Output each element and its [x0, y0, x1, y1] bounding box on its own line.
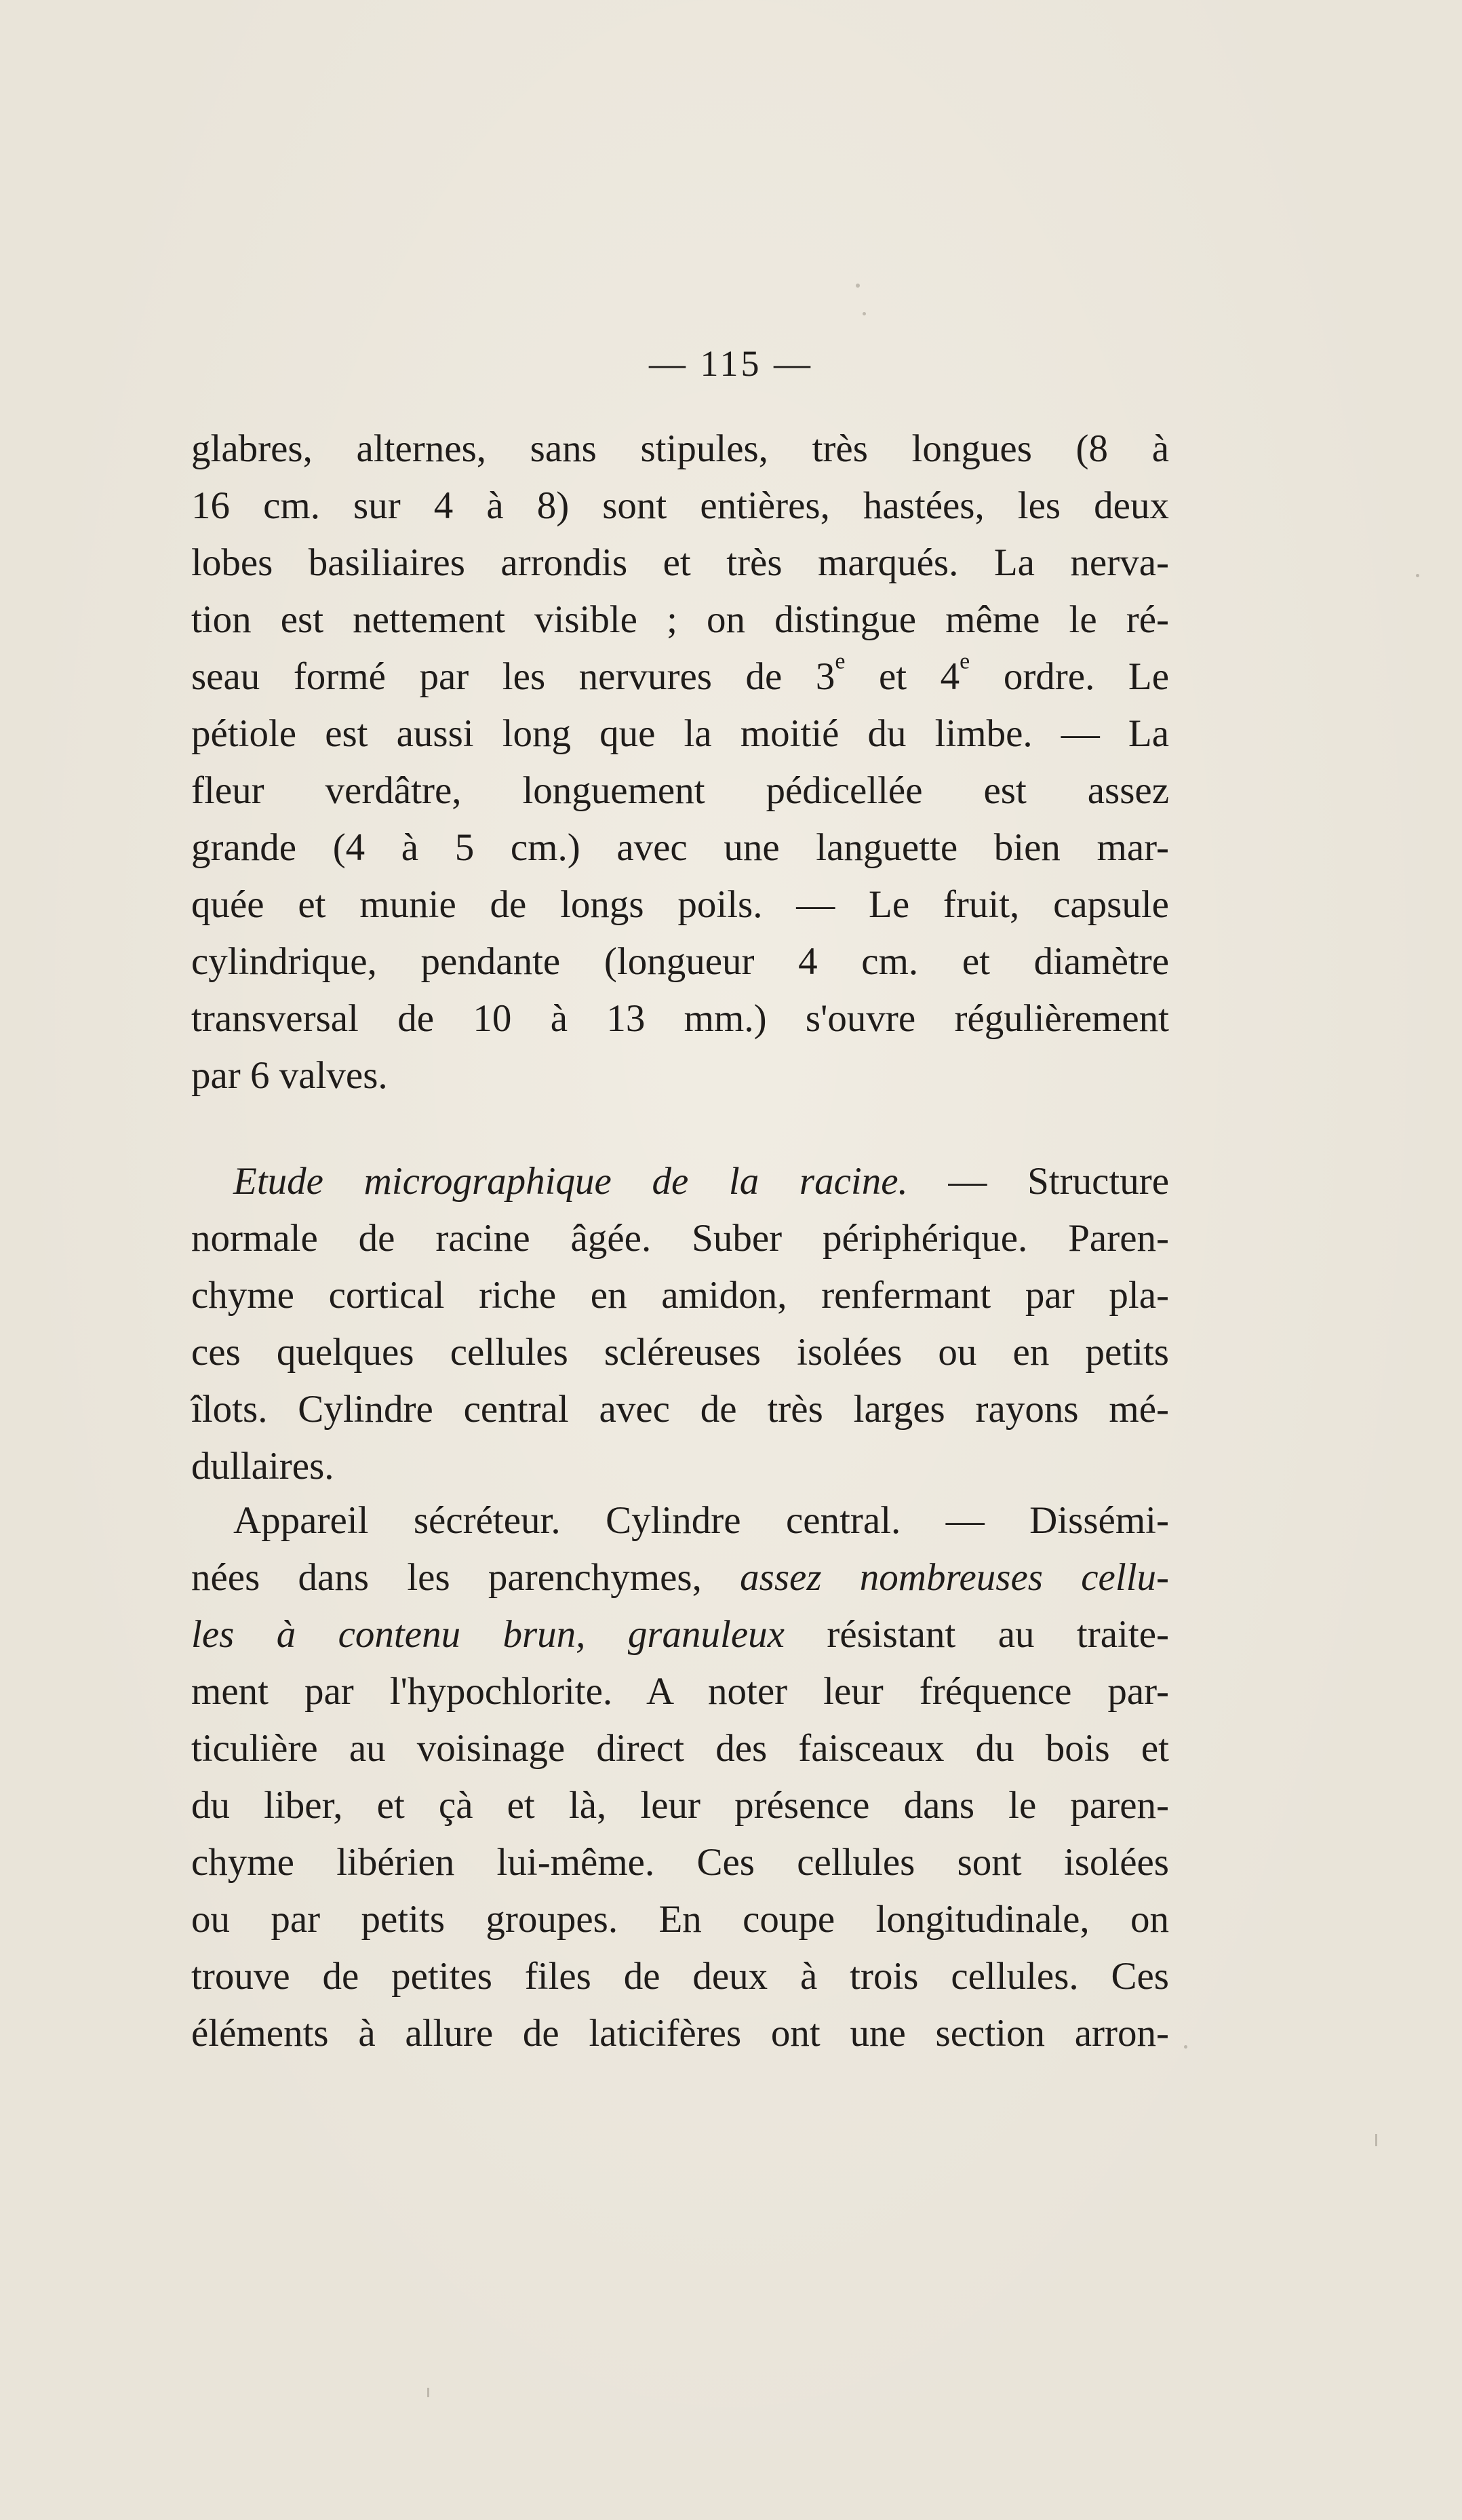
text-line: par 6 valves. — [191, 1054, 388, 1097]
text-line: îlots. Cylindre central avec de très larges rayons mé- — [191, 1388, 1169, 1431]
text-line: cylindrique, pendante (longueur 4 cm. et diamètre — [191, 940, 1169, 983]
text-fragment: seau formé par les nervures de 3 — [191, 655, 835, 698]
speck — [427, 2388, 429, 2397]
text-line: éléments à allure de laticifères ont une section arron- — [191, 2012, 1169, 2055]
emphasis-italic: les à contenu brun, granuleux — [191, 1613, 785, 1656]
text-line: pétiole est aussi long que la moitié du limbe. — La — [191, 712, 1169, 755]
superscript: e — [835, 648, 846, 674]
speck — [863, 312, 866, 315]
text-line — [191, 1549, 1169, 1606]
speck — [1184, 2045, 1187, 2049]
text-line: ticulière au voisinage direct des faisceaux du bois et — [191, 1727, 1169, 1770]
text-line: Appareil sécréteur. Cylindre central. — Dissémi- — [233, 1499, 1169, 1542]
text-line: du liber, et çà et là, leur présence dans le paren- — [191, 1784, 1169, 1827]
superscript: e — [960, 648, 970, 674]
text-line: ment par l'hypochlorite. A noter leur fréquence par- — [191, 1670, 1169, 1713]
paragraph-plant-description — [191, 421, 1169, 1104]
text-line: chyme cortical riche en amidon, renfermant par pla- — [191, 1274, 1169, 1317]
speck — [856, 284, 860, 288]
text-line: transversal de 10 à 13 mm.) s'ouvre régulièrement — [191, 997, 1169, 1040]
text-line — [191, 1153, 1169, 1210]
text-fragment: — Structure — [907, 1160, 1170, 1203]
text-line: chyme libérien lui-même. Ces cellules sont isolées — [191, 1841, 1169, 1884]
text-line: fleur verdâtre, longuement pédicellée est assez — [191, 769, 1169, 812]
text-line: lobes basiliaires arrondis et très marqués. La nerva- — [191, 541, 1169, 584]
paragraph-root-micrography — [191, 1153, 1169, 1495]
emphasis-italic: assez nombreuses cellu- — [740, 1556, 1170, 1599]
section-title-italic: Etude micrographique de la racine. — [233, 1160, 908, 1203]
text-line: tion est nettement visible ; on distingue même le ré- — [191, 598, 1169, 641]
text-line: dullaires. — [191, 1445, 334, 1488]
text-line — [191, 1606, 1169, 1663]
text-line: ces quelques cellules scléreuses isolées ou en petits — [191, 1331, 1169, 1374]
text-fragment: nées dans les parenchymes, — [191, 1556, 740, 1599]
speck — [1375, 2134, 1377, 2146]
text-fragment: et 4 — [845, 655, 960, 698]
text-line — [191, 648, 1169, 705]
text-line: quée et munie de longs poils. — Le fruit, capsule — [191, 883, 1169, 926]
text-line: 16 cm. sur 4 à 8) sont entières, hastées, les deux — [191, 484, 1169, 527]
text-line: trouve de petites files de deux à trois cellules. Ces — [191, 1955, 1169, 1998]
page-number-header: — 115 — — [649, 343, 813, 384]
speck — [1416, 574, 1419, 577]
text-line: glabres, alternes, sans stipules, très longues (8 à — [191, 427, 1169, 470]
text-fragment: résistant au traite- — [784, 1613, 1169, 1656]
text-line: ou par petits groupes. En coupe longitudinale, on — [191, 1898, 1169, 1941]
text-fragment: ordre. Le — [970, 655, 1169, 698]
paragraph-secretory-apparatus — [191, 1492, 1169, 2062]
text-line: grande (4 à 5 cm.) avec une languette bien mar- — [191, 826, 1169, 869]
text-line: normale de racine âgée. Suber périphérique. Paren- — [191, 1217, 1169, 1260]
